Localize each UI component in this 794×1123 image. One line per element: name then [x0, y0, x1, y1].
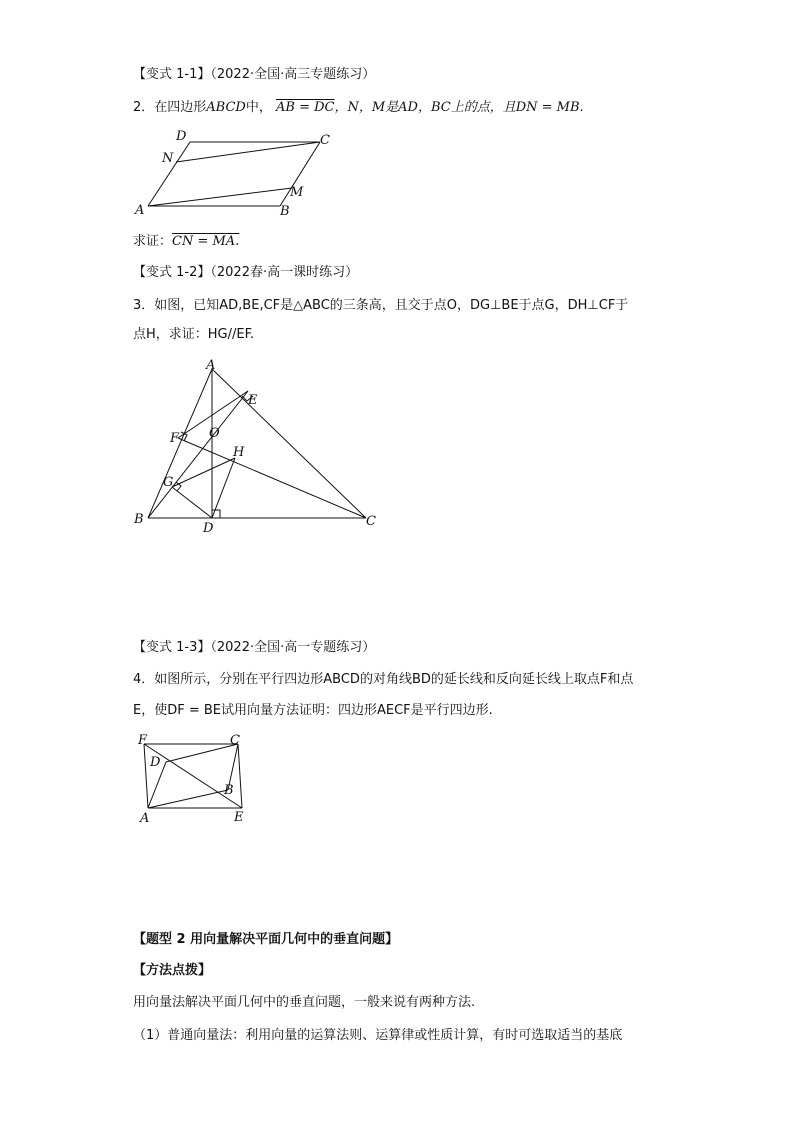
ex3-label-f: F: [138, 733, 148, 748]
ex3-problem-line2: E，使DF = BE试用向量方法证明：四边形AECF是平行四边形.: [133, 703, 493, 718]
ex2-header: [133, 264, 358, 282]
ex1-source: （2022·全国·高三专题练习）: [210, 67, 376, 82]
ex3-source: （2022·全国·高一专题练习）: [210, 640, 376, 655]
ex3-tag: 【变式 1-3】: [133, 640, 211, 655]
ex1-label-c: C: [320, 133, 330, 148]
ex1-label-n: N: [162, 151, 174, 166]
ex1-problem-mid: 中，: [245, 100, 272, 115]
method-heading: 【方法点拨】: [133, 963, 212, 978]
method-item-1: （1）普通向量法：利用向量的运算法则、运算律或性质计算，有时可选取适当的基底: [133, 1028, 623, 1043]
ex2-label-h: H: [233, 445, 245, 460]
ex1-prove: [133, 233, 239, 251]
ex1-prove-label: 求证：: [133, 234, 173, 249]
ex2-figure: [130, 355, 390, 540]
ex2-source: （2022春·高一课时练习）: [210, 265, 359, 280]
method-intro: 用向量法解决平面几何中的垂直问题，一般来说有两种方法.: [133, 995, 476, 1010]
ex1-prove-vector: CN = MA.: [172, 234, 240, 249]
ex2-label-b: B: [134, 512, 144, 527]
ex1-problem-vector: AB = DC: [276, 100, 335, 115]
section-heading: 【题型 2 用向量解决平面几何中的垂直问题】: [133, 932, 399, 947]
ex3-label-e: E: [234, 810, 244, 825]
ex3-problem-line1: 4．如图所示，分别在平行四边形ABCD的对角线BD的延长线和反向延长线上取点F和点: [133, 672, 634, 687]
ex3-header: [133, 639, 375, 657]
ex2-label-o: O: [209, 426, 220, 441]
ex1-figure: [130, 128, 340, 220]
ex2-label-f: F: [170, 431, 180, 446]
ex3-label-a: A: [140, 811, 150, 826]
ex2-label-c: C: [366, 514, 376, 529]
ex1-label-a: A: [135, 203, 145, 218]
ex2-label-e: E: [248, 393, 258, 408]
ex2-problem-line1: 3．如图，已知AD,BE,CF是△ABC的三条高，且交于点O，DG⊥BE于点G，DH⊥CF于: [133, 298, 629, 313]
ex1-label-m: M: [290, 185, 304, 200]
ex3-label-d: D: [150, 755, 161, 770]
ex2-label-g: G: [163, 475, 174, 490]
ex1-problem-prefix: 2．在四边形: [133, 100, 207, 115]
ex2-label-d: D: [203, 521, 214, 536]
ex3-figure: [132, 730, 260, 826]
ex1-label-d: D: [176, 129, 187, 144]
ex1-tag: 【变式 1-1】: [133, 67, 211, 82]
ex1-problem-rest: ，N，M是AD，BC上的点，且DN = MB.: [334, 100, 584, 115]
ex1-problem-quad: ABCD: [206, 100, 246, 115]
ex2-problem-line2: 点H，求证：HG//EF.: [133, 327, 255, 342]
ex3-label-b: B: [224, 783, 234, 798]
ex1-problem: [133, 99, 584, 117]
ex2-label-a: A: [206, 358, 216, 373]
ex3-label-c: C: [230, 733, 240, 748]
ex1-header: [133, 66, 375, 84]
ex1-label-b: B: [280, 204, 290, 219]
ex2-tag: 【变式 1-2】: [133, 265, 211, 280]
